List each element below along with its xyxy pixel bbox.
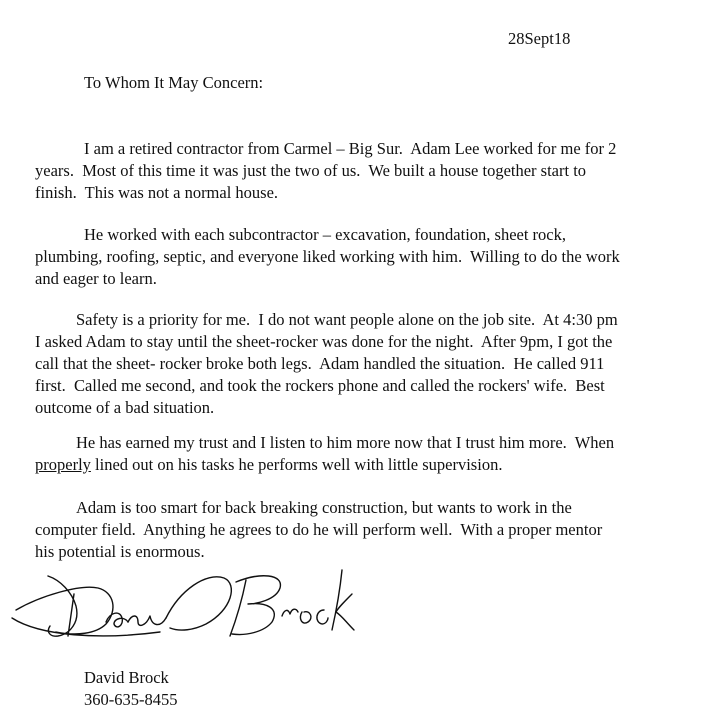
paragraph-4-line-2 [35, 454, 502, 476]
paragraph-1-line-2: years. Most of this time it was just the two of us. We built a house together start to [35, 161, 587, 180]
paragraph-2-line-1: He worked with each subcontractor – excavation, foundation, sheet rock, [84, 225, 566, 244]
paragraph-5-line-2: computer field. Anything he agrees to do he will perform well. With a proper mentor [35, 520, 603, 539]
paragraph-4-line-2-rest: lined out on his tasks he performs well with little supervision. [90, 455, 503, 474]
paragraph-3-line-4: first. Called me second, and took the rockers phone and called the rockers' wife. Best [35, 376, 605, 395]
signer-name: David Brock [84, 668, 169, 687]
signer-phone: 360-635-8455 [84, 690, 178, 709]
underlined-word: properly [35, 455, 91, 474]
paragraph-3-line-3: call that the sheet- rocker broke both legs. Adam handled the situation. He called 911 [35, 354, 605, 373]
paragraph-1-line-3: finish. This was not a normal house. [35, 183, 279, 202]
paragraph-4-line-1: He has earned my trust and I listen to him more now that I trust him more. When [76, 433, 615, 452]
paragraph-3-line-5: outcome of a bad situation. [35, 398, 215, 417]
salutation: To Whom It May Concern: [84, 73, 264, 92]
paragraph-3-line-2: I asked Adam to stay until the sheet-rocker was done for the night. After 9pm, I got the [35, 332, 613, 351]
paragraph-2-line-2: plumbing, roofing, septic, and everyone liked working with him. Willing to do the work [35, 247, 620, 266]
paragraph-5-line-3: his potential is enormous. [35, 542, 205, 561]
letter-date: 28Sept18 [508, 29, 571, 48]
paragraph-1-line-1: I am a retired contractor from Carmel – Big Sur. Adam Lee worked for me for 2 [84, 139, 617, 158]
handwritten-signature [10, 566, 360, 644]
paragraph-3-line-1: Safety is a priority for me. I do not want people alone on the job site. At 4:30 pm [76, 310, 618, 329]
paragraph-5-line-1: Adam is too smart for back breaking construction, but wants to work in the [76, 498, 572, 517]
paragraph-2-line-3: and eager to learn. [35, 269, 157, 288]
